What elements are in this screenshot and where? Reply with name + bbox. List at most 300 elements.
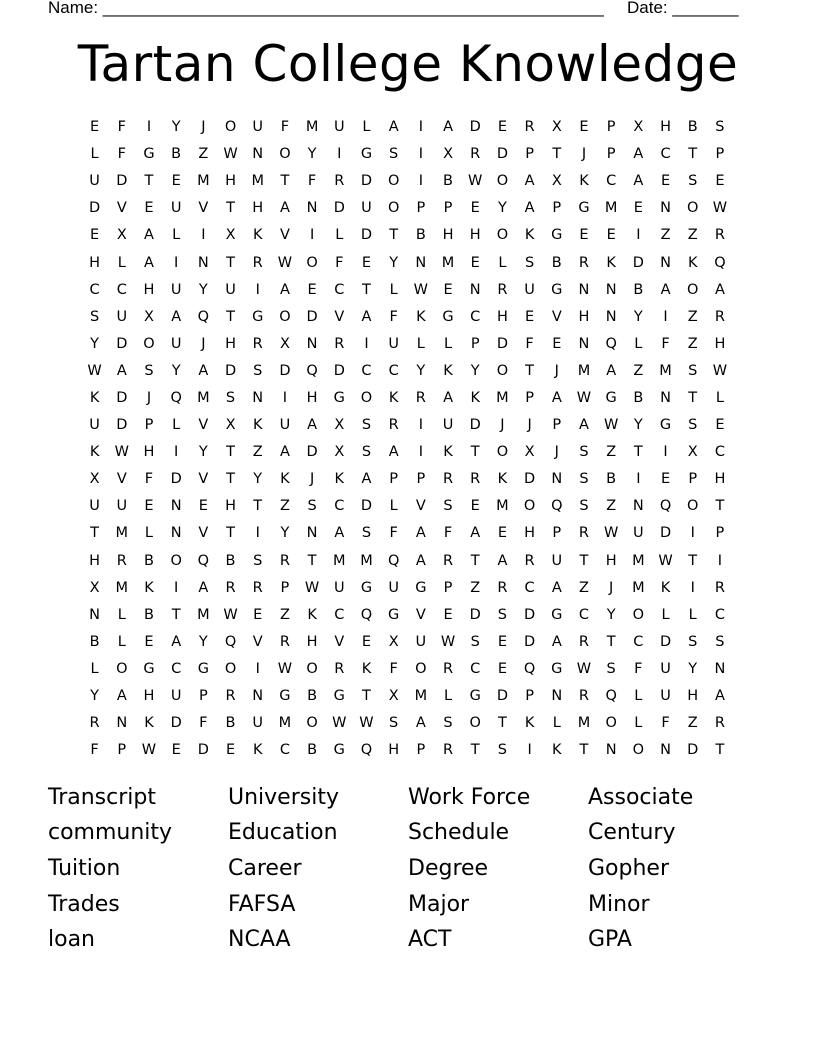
grid-letter: L bbox=[144, 525, 154, 542]
grid-letter: L bbox=[634, 715, 643, 732]
grid-letter: R bbox=[279, 552, 290, 569]
grid-letter: T bbox=[226, 254, 235, 271]
grid-letter: Q bbox=[659, 498, 672, 515]
grid-letter: G bbox=[578, 200, 590, 217]
grid-letter: N bbox=[660, 389, 671, 406]
grid-letter: D bbox=[360, 498, 373, 515]
grid-letter: L bbox=[117, 633, 126, 650]
grid-letter: E bbox=[144, 633, 154, 650]
grid-letter: A bbox=[198, 579, 209, 596]
grid-letter: T bbox=[362, 281, 371, 298]
grid-letter: C bbox=[633, 633, 644, 650]
grid-letter: G bbox=[252, 308, 264, 325]
grid-letter: C bbox=[388, 362, 399, 379]
grid-letter: O bbox=[306, 660, 318, 677]
grid-letter: A bbox=[606, 362, 617, 379]
grid-letter: I bbox=[201, 227, 206, 244]
grid-letter: D bbox=[524, 633, 536, 650]
grid-letter: Q bbox=[170, 389, 182, 406]
grid-letter: N bbox=[252, 389, 264, 406]
grid-letter: D bbox=[469, 119, 481, 136]
grid-letter: S bbox=[89, 308, 100, 325]
grid-letter: M bbox=[251, 173, 264, 190]
grid-letter: L bbox=[443, 335, 453, 352]
grid-letter: A bbox=[714, 281, 725, 298]
grid-letter: L bbox=[634, 688, 643, 705]
grid-letter: W bbox=[359, 715, 374, 732]
grid-letter: N bbox=[469, 281, 481, 298]
grid-letter: U bbox=[333, 119, 345, 136]
grid-letter: A bbox=[279, 444, 290, 461]
grid-letter: Z bbox=[279, 606, 290, 623]
grid-letter: R bbox=[334, 335, 345, 352]
grid-letter: L bbox=[389, 281, 398, 298]
grid-letter: T bbox=[280, 173, 290, 190]
grid-letter: E bbox=[253, 606, 263, 623]
grid-letter: Z bbox=[687, 715, 698, 732]
grid-letter: V bbox=[415, 498, 426, 515]
grid-letter: A bbox=[660, 281, 671, 298]
grid-letter: O bbox=[469, 715, 481, 732]
grid-letter: U bbox=[415, 633, 427, 650]
grid-letter: A bbox=[144, 254, 154, 271]
grid-letter: E bbox=[606, 227, 616, 244]
grid-letter: P bbox=[552, 525, 562, 542]
grid-letter: Z bbox=[606, 444, 617, 461]
grid-letter: Y bbox=[253, 471, 263, 488]
grid-letter: H bbox=[605, 552, 617, 569]
grid-letter: A bbox=[415, 552, 426, 569]
grid-letter: D bbox=[333, 200, 345, 217]
grid-letter: F bbox=[90, 742, 99, 759]
grid-letter: T bbox=[715, 498, 725, 515]
grid-letter: K bbox=[606, 254, 616, 271]
grid-letter: Y bbox=[198, 633, 208, 650]
grid-letter: W bbox=[87, 362, 102, 379]
grid-letter: O bbox=[116, 660, 128, 677]
grid-letter: C bbox=[279, 742, 290, 759]
grid-letter: H bbox=[524, 525, 536, 542]
grid-row bbox=[81, 548, 734, 575]
grid-letter: Z bbox=[198, 146, 209, 163]
grid-letter: J bbox=[581, 146, 587, 163]
grid-letter: B bbox=[633, 281, 644, 298]
grid-letter: R bbox=[524, 552, 535, 569]
grid-letter: Y bbox=[307, 146, 317, 163]
grid-letter: U bbox=[89, 173, 100, 190]
grid-letter: M bbox=[441, 254, 455, 271]
grid-letter: U bbox=[524, 281, 535, 298]
grid-letter: U bbox=[225, 281, 236, 298]
grid-letter: W bbox=[223, 606, 238, 623]
grid-letter: V bbox=[198, 525, 209, 542]
grid-letter: A bbox=[361, 308, 372, 325]
grid-letter: R bbox=[578, 254, 589, 271]
grid-letter: B bbox=[225, 715, 236, 732]
grid-row bbox=[81, 222, 734, 249]
grid-letter: O bbox=[279, 308, 291, 325]
grid-letter: Z bbox=[279, 498, 290, 515]
grid-letter: H bbox=[225, 335, 236, 352]
grid-letter: J bbox=[527, 417, 532, 434]
grid-letter: P bbox=[416, 471, 426, 488]
grid-letter: A bbox=[144, 227, 154, 244]
grid-letter: T bbox=[307, 552, 317, 569]
grid-row bbox=[81, 737, 734, 764]
grid-letter: K bbox=[443, 444, 453, 461]
grid-letter: O bbox=[496, 362, 509, 379]
grid-letter: Z bbox=[687, 308, 698, 325]
grid-letter: V bbox=[198, 200, 209, 217]
grid-letter: U bbox=[551, 552, 563, 569]
grid-letter: K bbox=[470, 389, 480, 406]
grid-letter: A bbox=[524, 173, 535, 190]
grid-letter: R bbox=[116, 552, 127, 569]
grid-letter: G bbox=[551, 281, 563, 298]
grid-letter: K bbox=[252, 417, 263, 434]
grid-letter: T bbox=[226, 308, 235, 325]
grid-letter: B bbox=[143, 606, 154, 623]
grid-letter: S bbox=[361, 417, 372, 434]
grid-letter: U bbox=[116, 498, 128, 515]
grid-letter: O bbox=[496, 227, 509, 244]
grid-letter: N bbox=[170, 498, 182, 515]
grid-letter: V bbox=[198, 417, 209, 434]
word-bank-item: Schedule bbox=[408, 820, 510, 846]
grid-letter: O bbox=[632, 742, 645, 759]
grid-letter: R bbox=[470, 146, 481, 163]
grid-letter: O bbox=[605, 715, 617, 732]
grid-letter: Z bbox=[687, 335, 698, 352]
grid-letter: S bbox=[144, 362, 154, 379]
grid-letter: A bbox=[579, 417, 589, 434]
grid-letter: I bbox=[636, 471, 641, 488]
grid-letter: G bbox=[551, 660, 563, 677]
grid-letter: S bbox=[470, 633, 480, 650]
grid-letter: S bbox=[443, 715, 453, 732]
grid-letter: S bbox=[579, 471, 589, 488]
grid-letter: I bbox=[418, 417, 423, 434]
grid-letter: I bbox=[717, 552, 723, 569]
grid-letter: A bbox=[443, 119, 453, 136]
grid-letter: F bbox=[199, 715, 208, 732]
grid-letter: E bbox=[470, 498, 480, 515]
grid-row bbox=[81, 520, 734, 547]
grid-letter: S bbox=[579, 444, 589, 461]
grid-letter: E bbox=[361, 633, 372, 650]
grid-letter: W bbox=[576, 389, 592, 406]
grid-letter: Y bbox=[90, 688, 100, 705]
grid-letter: W bbox=[304, 579, 320, 596]
grid-letter: E bbox=[579, 119, 589, 136]
grid-letter: A bbox=[116, 362, 127, 379]
grid-row bbox=[81, 114, 734, 141]
grid-letter: F bbox=[389, 660, 398, 677]
grid-letter: K bbox=[497, 471, 508, 488]
grid-letter: D bbox=[306, 444, 318, 461]
grid-letter: G bbox=[388, 606, 400, 623]
grid-letter: T bbox=[144, 173, 154, 190]
grid-letter: L bbox=[172, 227, 181, 244]
grid-letter: K bbox=[552, 742, 562, 759]
grid-letter: X bbox=[388, 633, 399, 650]
word-bank-row bbox=[48, 816, 768, 852]
letter-grid bbox=[81, 114, 734, 764]
word-bank-item: Work Force bbox=[408, 784, 531, 810]
grid-letter: X bbox=[334, 444, 345, 461]
grid-letter: P bbox=[389, 471, 399, 488]
grid-letter: M bbox=[632, 579, 645, 596]
grid-letter: S bbox=[579, 498, 589, 515]
grid-letter: J bbox=[554, 362, 559, 379]
grid-letter: I bbox=[418, 146, 423, 163]
grid-letter: F bbox=[661, 715, 670, 732]
grid-letter: U bbox=[170, 688, 182, 705]
grid-letter: G bbox=[551, 227, 563, 244]
grid-letter: H bbox=[660, 119, 671, 136]
grid-letter: A bbox=[633, 173, 644, 190]
grid-letter: R bbox=[415, 389, 426, 406]
grid-letter: G bbox=[551, 606, 563, 623]
grid-letter: X bbox=[687, 444, 698, 461]
grid-letter: D bbox=[170, 471, 182, 488]
grid-letter: G bbox=[659, 417, 672, 434]
grid-letter: G bbox=[415, 579, 427, 596]
grid-letter: P bbox=[715, 146, 725, 163]
grid-row bbox=[81, 168, 734, 195]
grid-row bbox=[81, 195, 734, 222]
grid-letter: B bbox=[687, 119, 698, 136]
grid-letter: G bbox=[279, 688, 291, 705]
grid-letter: K bbox=[280, 471, 290, 488]
grid-letter: S bbox=[688, 173, 698, 190]
grid-letter: O bbox=[360, 389, 373, 406]
grid-letter: T bbox=[226, 525, 235, 542]
grid-letter: K bbox=[334, 471, 345, 488]
grid-letter: S bbox=[361, 525, 372, 542]
grid-letter: T bbox=[525, 362, 535, 379]
grid-letter: A bbox=[551, 389, 562, 406]
grid-letter: A bbox=[714, 688, 725, 705]
grid-letter: E bbox=[144, 498, 154, 515]
grid-letter: G bbox=[605, 389, 617, 406]
grid-letter: W bbox=[223, 146, 238, 163]
grid-letter: O bbox=[279, 146, 291, 163]
grid-letter: S bbox=[253, 552, 263, 569]
grid-letter: C bbox=[171, 660, 182, 677]
grid-letter: R bbox=[497, 579, 508, 596]
grid-letter: C bbox=[334, 606, 345, 623]
grid-letter: Z bbox=[470, 579, 481, 596]
grid-row bbox=[81, 710, 734, 737]
word-bank bbox=[48, 780, 768, 958]
grid-letter: Z bbox=[633, 362, 644, 379]
grid-letter: I bbox=[418, 119, 423, 136]
grid-letter: O bbox=[687, 498, 699, 515]
grid-letter: I bbox=[663, 444, 668, 461]
grid-letter: E bbox=[198, 498, 208, 515]
grid-letter: J bbox=[309, 471, 315, 488]
grid-letter: R bbox=[442, 742, 454, 759]
grid-letter: V bbox=[279, 227, 290, 244]
grid-letter: Y bbox=[198, 281, 208, 298]
grid-letter: R bbox=[714, 715, 725, 732]
grid-letter: H bbox=[143, 688, 155, 705]
grid-letter: B bbox=[171, 146, 182, 163]
grid-letter: E bbox=[552, 335, 562, 352]
grid-letter: H bbox=[225, 498, 236, 515]
grid-letter: S bbox=[524, 254, 535, 271]
grid-letter: T bbox=[579, 552, 589, 569]
word-bank-item: Career bbox=[228, 855, 302, 881]
grid-letter: M bbox=[577, 362, 591, 379]
grid-letter: Y bbox=[416, 362, 426, 379]
grid-letter: S bbox=[715, 633, 725, 650]
grid-letter: H bbox=[252, 200, 264, 217]
grid-letter: L bbox=[715, 389, 724, 406]
grid-letter: X bbox=[225, 417, 236, 434]
grid-letter: K bbox=[416, 308, 426, 325]
grid-letter: Z bbox=[660, 227, 671, 244]
grid-letter: W bbox=[332, 715, 347, 732]
grid-letter: F bbox=[335, 254, 344, 271]
grid-letter: G bbox=[360, 146, 373, 163]
grid-letter: N bbox=[660, 200, 671, 217]
grid-letter: O bbox=[387, 173, 400, 190]
grid-letter: P bbox=[117, 742, 127, 759]
word-bank-item: Degree bbox=[408, 855, 489, 881]
grid-letter: E bbox=[660, 173, 671, 190]
grid-letter: M bbox=[496, 498, 509, 515]
grid-letter: T bbox=[497, 715, 507, 732]
grid-letter: C bbox=[714, 606, 725, 623]
grid-letter: R bbox=[279, 633, 290, 650]
grid-letter: Q bbox=[360, 742, 373, 759]
grid-letter: R bbox=[497, 281, 508, 298]
grid-letter: A bbox=[116, 688, 127, 705]
grid-letter: U bbox=[388, 579, 399, 596]
grid-letter: F bbox=[280, 119, 290, 136]
grid-letter: K bbox=[524, 715, 535, 732]
grid-letter: A bbox=[279, 281, 290, 298]
grid-letter: C bbox=[89, 281, 100, 298]
grid-letter: C bbox=[578, 606, 590, 623]
grid-letter: R bbox=[334, 173, 345, 190]
grid-letter: I bbox=[282, 389, 288, 406]
grid-letter: I bbox=[364, 335, 369, 352]
grid-letter: D bbox=[224, 362, 237, 379]
grid-letter: T bbox=[470, 444, 480, 461]
grid-letter: K bbox=[524, 227, 535, 244]
grid-letter: G bbox=[360, 579, 373, 596]
grid-letter: D bbox=[469, 606, 481, 623]
grid-letter: A bbox=[279, 200, 290, 217]
grid-letter: L bbox=[661, 606, 670, 623]
grid-letter: Y bbox=[90, 335, 100, 352]
grid-letter: O bbox=[632, 606, 645, 623]
grid-letter: A bbox=[171, 308, 182, 325]
grid-letter: I bbox=[337, 146, 342, 163]
grid-letter: N bbox=[660, 742, 671, 759]
grid-letter: D bbox=[687, 742, 699, 759]
grid-letter: G bbox=[333, 389, 345, 406]
grid-letter: N bbox=[605, 281, 617, 298]
grid-letter: X bbox=[334, 417, 345, 434]
grid-letter: A bbox=[361, 471, 372, 488]
grid-letter: D bbox=[496, 335, 508, 352]
grid-letter: R bbox=[442, 660, 454, 677]
grid-letter: X bbox=[551, 119, 562, 136]
grid-letter: R bbox=[578, 525, 589, 542]
grid-letter: F bbox=[525, 335, 534, 352]
grid-letter: N bbox=[578, 335, 590, 352]
grid-letter: L bbox=[362, 119, 371, 136]
grid-letter: O bbox=[415, 660, 427, 677]
grid-letter: P bbox=[280, 579, 290, 596]
grid-letter: M bbox=[197, 389, 210, 406]
grid-letter: N bbox=[551, 471, 563, 488]
grid-letter: E bbox=[171, 173, 181, 190]
grid-letter: I bbox=[255, 525, 260, 542]
grid-letter: S bbox=[389, 146, 399, 163]
grid-letter: C bbox=[606, 173, 617, 190]
grid-letter: Y bbox=[497, 200, 507, 217]
grid-letter: W bbox=[603, 417, 619, 434]
grid-letter: M bbox=[360, 552, 373, 569]
grid-letter: D bbox=[197, 742, 209, 759]
grid-letter: I bbox=[174, 254, 179, 271]
grid-letter: I bbox=[174, 444, 179, 461]
grid-letter: U bbox=[279, 417, 291, 434]
grid-letter: I bbox=[418, 444, 423, 461]
grid-letter: D bbox=[279, 362, 291, 379]
grid-letter: E bbox=[90, 119, 100, 136]
grid-row bbox=[81, 412, 734, 439]
grid-letter: Z bbox=[252, 444, 263, 461]
grid-letter: E bbox=[144, 200, 154, 217]
grid-letter: Y bbox=[633, 417, 643, 434]
grid-letter: P bbox=[443, 200, 453, 217]
grid-letter: W bbox=[141, 742, 157, 759]
grid-letter: U bbox=[660, 660, 671, 677]
grid-letter: A bbox=[171, 633, 182, 650]
grid-letter: I bbox=[527, 742, 532, 759]
grid-letter: P bbox=[525, 146, 534, 163]
grid-letter: V bbox=[198, 471, 209, 488]
grid-letter: C bbox=[334, 498, 345, 515]
grid-row bbox=[81, 439, 734, 466]
grid-letter: U bbox=[361, 200, 372, 217]
grid-letter: B bbox=[225, 552, 236, 569]
grid-letter: A bbox=[551, 633, 562, 650]
grid-letter: U bbox=[252, 119, 264, 136]
grid-letter: F bbox=[443, 525, 453, 542]
grid-letter: U bbox=[170, 281, 182, 298]
grid-letter: N bbox=[116, 715, 128, 732]
grid-letter: T bbox=[226, 471, 235, 488]
grid-letter: E bbox=[171, 742, 181, 759]
grid-letter: N bbox=[632, 498, 644, 515]
grid-letter: D bbox=[659, 525, 672, 542]
grid-letter: C bbox=[524, 579, 535, 596]
grid-letter: H bbox=[469, 227, 481, 244]
grid-letter: T bbox=[90, 525, 100, 542]
grid-letter: W bbox=[712, 362, 728, 379]
grid-letter: G bbox=[143, 660, 155, 677]
grid-letter: L bbox=[117, 606, 126, 623]
grid-letter: M bbox=[197, 173, 210, 190]
grid-letter: W bbox=[413, 281, 429, 298]
